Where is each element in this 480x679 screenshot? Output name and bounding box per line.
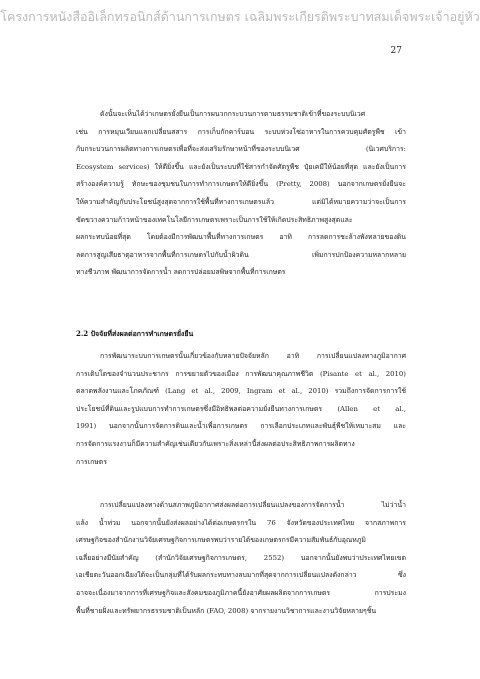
paragraph-line: เศรษฐกิจของสำนักงานวิจัยเศรษฐกิจการเกษตรพบว่ารายได้ของเกษตรกรมีความสัมพันธ์กับอุณหภูมิ [76, 536, 366, 545]
section-heading: 2.2 ปัจจัยที่ส่งผลต่อการทำเกษตรยั่งยืน [76, 329, 194, 338]
paragraph-line: ทางชีวภาพ พัฒนาการจัดการน้ำ ลดการปล่อยมลพิษจากพื้นที่การเกษตร [76, 268, 286, 277]
paragraph-2 [76, 348, 406, 471]
paragraph-line: แล้ง น้ำท่วม นอกจากนั้นยังส่งผลอย่างได้ต่อเกษตรกรใน 76 จังหวัดของประเทศไทย จากสภาพการ [76, 518, 406, 527]
paragraph-line: การจัดการแรงงานก็มีความสำคัญเช่นเดียวกันเพราะสิ่งเหล่านี้ส่งผลต่อประสิทธิภาพการผลิตทาง [76, 439, 355, 448]
paragraph-line: การเกษตร [76, 457, 107, 466]
paragraph-line: กับกระบวนการผลิตทางการเกษตรเพื่อที่จะส่งเสริมรักษาหน้าที่ของระบบนิเวศ (นิเวศบริการ: [76, 145, 406, 154]
paragraph-line: ประโยชน์ที่ดินและรูปแบบการทำการเกษตรซึ่งมีอิทธิพลต่อความยั่งยืนทางการเกษตร (Allen et al., [76, 404, 406, 413]
paragraph-line: ดังนั้นจะเห็นได้ว่าเกษตรยั่งยืนเป็นการผนวกกระบวนการตามธรรมชาติเข้าที่ของระบบนิเวศ [100, 110, 366, 118]
paragraph-line: ลดการสูญเสียธาตุอาหารจากพื้นที่การเกษตรไปกับน้ำผิวดิน เพิ่มการปกป้องความหลากหลาย [76, 250, 406, 259]
paragraph-line: สร้างองค์ความรู้ ทักษะของชุมชนในการทำการเกษตรให้ดียิ่งขึ้น (Pretty, 2008) นอกจากเกษตรยั่งยืนจะ [76, 180, 406, 189]
header-watermark: โครงการหนังสืออิเล็กทรอนิกส์ด้านการเกษตร เฉลิมพระเกียรติพระบาทสมเด็จพระเจ้าอยู่หัว [0, 9, 480, 24]
paragraph-line: เฉลี่ยอย่างมีนัยสำคัญ (สำนักวิจัยเศรษฐกิจการเกษตร, 2552) นอกจากนั้นยังพบว่าประเทศไทยเขต [76, 553, 406, 562]
paragraph-line: เอเชียตะวันออกเฉียงใต้จะเป็นกลุ่มที่ได้รับผลกระทบทางลบมากที่สุดจากการเปลี่ยนแปลงดังกล่าว ซึ่ง [76, 571, 406, 580]
paragraph-line: ตลาดพลังงานและโภคภัณฑ์ (Lang et al., 2009, Ingram et al., 2010) รวมถึงการจัดการการใช้ [76, 387, 406, 396]
paragraph-line: ให้ความสำคัญกับประโยชน์สูงสุดจากการใช้พื้นที่ทางการเกษตรแล้ว แต่มิได้หมายความว่าจะเป็นการ [76, 197, 406, 206]
paragraph-1 [76, 106, 406, 282]
paragraph-line: ขัดขวางความก้าวหน้าของเทคโนโลยีการเกษตรเพราะเป็นการใช้ให้เกิดประสิทธิภาพสูงสุดและ [76, 215, 353, 224]
paragraph-line: Ecosystem services) ให้ดียิ่งขึ้น และยังเป็นระบบที่ใช้สารกำจัดศัตรูพืช ปุ๋ยเคมีให้น้อยที่สุด และยังเป็นการ [76, 162, 406, 171]
paragraph-line: อาจจะเนื่องมาจากการที่เศรษฐกิจและสังคมของภูมิภาคนี้ยังอาศัยผลผลิตจากการเกษตร การประมง [76, 588, 406, 597]
paragraph-3 [76, 497, 406, 620]
paragraph-line: การเปลี่ยนแปลงทางด้านสภาพภูมิอากาศส่งผลต่อการเปลี่ยนแปลงของการจัดการน้ำ ไม่ว่าน้ำ [100, 501, 406, 509]
paragraph-line: พื้นที่ชายฝั่งและทรัพยากรธรรมชาติเป็นหลัก (FAO, 2008) จากรายงานวิชาการและงานวิจัยหลายๆชิ้น [76, 606, 377, 615]
paragraph-line: เช่น การหมุนเวียนแลกเปลี่ยนสสาร การเก็บกักคาร์บอน ระบบห่วงโซ่อาหารในการควบคุมศัตรูพืช เข้า [76, 127, 406, 136]
page-number: 27 [390, 46, 402, 56]
paragraph-line: ผลกระทบน้อยที่สุด โดยต้องมีการพัฒนาพื้นที่ทางการเกษตร อาทิ การลดการชะล้างพังทลายของดิน [76, 233, 406, 242]
paragraph-line: การเติบโตของจำนวนประชากร การขยายตัวของเมือง การพัฒนาคุณภาพชีวิต (Pisante et al., 2010) [76, 369, 406, 378]
paragraph-line: 1991) นอกจากนั้นการจัดการดินและน้ำเพื่อการเกษตร การเลือกประเภทและพันธุ์พืชให้เหมาะสม และ [76, 422, 406, 431]
paragraph-line: การพัฒนาระบบการเกษตรนั้นเกี่ยวข้องกับหลายปัจจัยหลัก อาทิ การเปลี่ยนแปลงทางภูมิอากาศ [100, 352, 406, 360]
